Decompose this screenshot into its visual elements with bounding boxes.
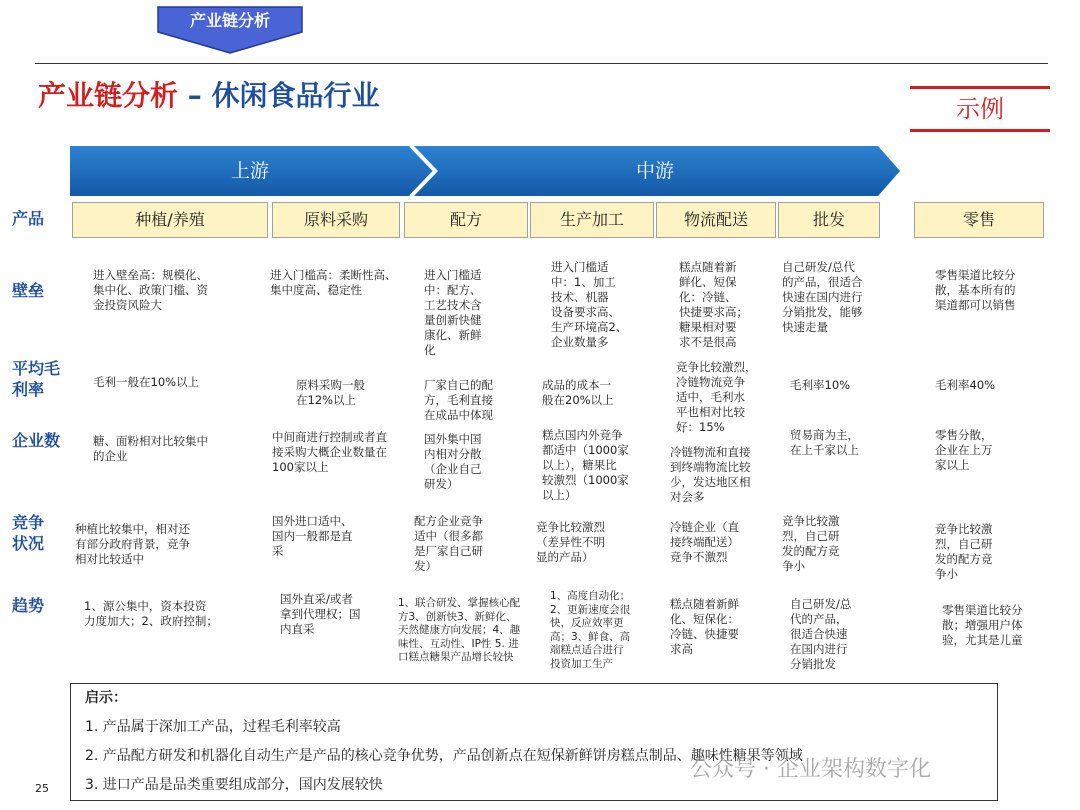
cell-count-retail: 零售分散， 企业在上万 家以上 [935,428,993,472]
sample-rule-bottom [910,129,1050,132]
cell-count-formula: 国外集中国 内相对分散 （企业自己 研发） [424,432,482,491]
column-retail: 零售 [914,202,1044,238]
cell-barrier-production: 进入门槛适 中：1、加工 技术、机器 设备要求高、 生产环境高2、 企业数量多 [551,260,628,349]
row-label-product: 产品 [12,209,45,228]
sample-label: 示例 [956,95,1004,123]
page-number: 25 [35,782,49,795]
page-title-main: 产业链分析 [38,79,179,112]
cell-trend-logistics: 糕点随着新鲜 化、短保化： 冷链、快捷要 求高 [670,597,739,656]
column-formula: 配方 [404,202,528,238]
watermark: 公众号 · 企业架构数字化 [690,757,931,782]
column-logistics: 物流配送 [656,202,776,238]
cell-margin-production: 成品的成本一 般在20%以上 [542,378,614,407]
cell-barrier-logistics: 糕点随着新 鲜化、短保 化：冷链、 快捷要求高； 糖果相对要 求不是很高 [679,260,748,349]
midstream-label: 中游 [635,160,674,182]
column-raw-material: 原料采购 [272,202,400,238]
insight-item: 2. 产品配方研发和机器化自动生产是产品的核心竞争优势，产品创新点在短保新鲜饼房糕点制品、趣味性糖果等领域 [85,748,803,764]
row-label-barrier: 壁垒 [12,281,45,300]
upstream-label: 上游 [230,160,269,182]
cell-trend-retail: 零售渠道比较分 散；增强用户体 验，尤其是儿童 [942,603,1023,647]
cell-competition-raw-material: 国外进口适中、 国内一般都是直 采 [272,514,353,558]
cell-competition-planting: 种植比较集中，相对还 有部分政府背景，竞争 相对比较适中 [75,522,190,566]
row-label-trend: 趋势 [12,596,45,615]
cell-competition-formula: 配方企业竞争 适中（很多都 是厂家自己研 发） [414,514,483,573]
cell-barrier-wholesale: 自己研发/总代 的产品，很适合 快速在国内进行 分销批发，能够 快速走量 [782,260,863,334]
cell-barrier-formula: 进入门槛适 中：配方、 工艺技术含 量创新快健 康化、新鲜 化 [424,268,482,357]
cell-count-logistics: 冷链物流和直接 到终端物流比较 少，发达地区相 对会多 [670,445,751,504]
cell-margin-logistics: 竞争比较激烈， 冷链物流竞争 适中，毛利水 平也相对比较 好：15% [676,360,757,434]
row-label-count: 企业数 [12,431,61,450]
insights-heading: 启示： [85,690,127,706]
cell-competition-production: 竞争比较激烈 （差异性不明 显的产品） [536,520,605,564]
cell-count-production: 糕点国内外竞争 都适中（1000家 以上），糖果比 较激烈（1000家 以上） [542,428,629,502]
cell-count-raw-material: 中间商进行控制或者直 接采购大概企业数量在 100家以上 [272,430,387,474]
cell-count-wholesale: 贸易商为主， 在上千家以上 [790,428,859,457]
page-title [38,76,380,116]
cell-margin-raw-material: 原料采购一般 在12%以上 [296,378,365,407]
cell-trend-raw-material: 国外直采/或者 拿到代理权；国 内直采 [280,592,361,636]
cell-barrier-raw-material: 进入门槛高：柔断性高、 集中度高、稳定性 [270,268,397,297]
cell-margin-retail: 毛利率40% [935,378,996,392]
insight-item: 1. 产品属于深加工产品，过程毛利率较高 [85,719,341,735]
cell-margin-wholesale: 毛利率10% [790,378,851,392]
cell-competition-logistics: 冷链企业（直 接终端配送） 竞争不激烈 [670,520,739,564]
insight-item: 3. 进口产品是品类重要组成部分，国内发展较快 [85,777,383,793]
section-tab-label: 产业链分析 [189,11,270,30]
page-title-sub: – 休闲食品行业 [178,79,380,112]
cell-margin-formula: 厂家自己的配 方，毛利直接 在成品中体现 [424,378,493,422]
column-production: 生产加工 [530,202,654,238]
cell-competition-retail: 竞争比较激 烈，自己研 发的配方竞 争小 [935,522,993,581]
row-label-margin: 平均毛 利率 [12,359,61,399]
cell-trend-wholesale: 自己研发/总 代的产品， 很适合快速 在国内进行 分销批发 [790,597,852,671]
cell-trend-formula: 1、联合研发、掌握核心配 方3、创新快3、新鲜化、 天然健康方向发展；4、趣 味性、互动性、IP性 5. 进 口糕点糖果产品增长较快 [398,597,521,663]
cell-barrier-retail: 零售渠道比较分 散，基本所有的 渠道都可以销售 [935,268,1016,312]
cell-margin-planting: 毛利一般在10%以上 [93,375,200,389]
column-wholesale: 批发 [778,202,880,238]
cell-count-planting: 糖、面粉相对比较集中 的企业 [93,434,208,463]
column-planting: 种植/养殖 [72,202,268,238]
cell-trend-production: 1、高度自动化； 2、更新速度会很 快，反应效率更 高；3、鲜食、高 端糕点适合进行 投资加工生产 [550,590,631,670]
cell-barrier-planting: 进入壁垒高：规模化、 集中化、政策门槛、资 金投资风险大 [93,268,208,312]
cell-trend-planting: 1、源公集中，资本投资 力度加大；2、政府控制； [84,599,218,628]
row-label-competition: 竞争 状况 [12,513,45,553]
cell-competition-wholesale: 竞争比较激 烈，自己研 发的配方竞 争小 [782,514,840,573]
header-divider [35,63,1048,64]
